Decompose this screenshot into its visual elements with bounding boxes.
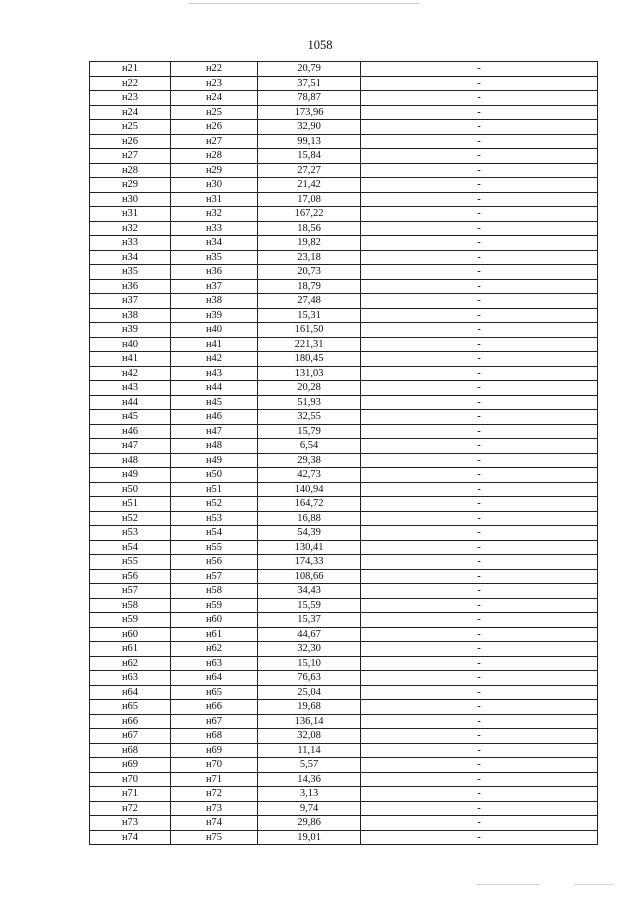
table-row <box>90 236 598 251</box>
length-cell: 3,13 <box>258 787 361 802</box>
note-cell: - <box>361 627 598 642</box>
from-point-cell: н31 <box>90 207 171 222</box>
from-point-cell: н64 <box>90 685 171 700</box>
note-cell: - <box>361 729 598 744</box>
to-point-cell: н38 <box>171 294 258 309</box>
to-point-cell: н30 <box>171 178 258 193</box>
to-point-cell: н41 <box>171 337 258 352</box>
table-row <box>90 424 598 439</box>
length-cell: 17,08 <box>258 192 361 207</box>
note-cell: - <box>361 265 598 280</box>
table-row <box>90 569 598 584</box>
from-point-cell: н30 <box>90 192 171 207</box>
note-cell: - <box>361 236 598 251</box>
from-point-cell: н68 <box>90 743 171 758</box>
from-point-cell: н43 <box>90 381 171 396</box>
note-cell: - <box>361 279 598 294</box>
table-row <box>90 265 598 280</box>
from-point-cell: н24 <box>90 105 171 120</box>
length-cell: 78,87 <box>258 91 361 106</box>
from-point-cell: н44 <box>90 395 171 410</box>
to-point-cell: н59 <box>171 598 258 613</box>
length-cell: 27,48 <box>258 294 361 309</box>
note-cell: - <box>361 468 598 483</box>
table-row <box>90 134 598 149</box>
table-row <box>90 758 598 773</box>
length-cell: 54,39 <box>258 526 361 541</box>
table-row <box>90 221 598 236</box>
note-cell: - <box>361 439 598 454</box>
to-point-cell: н28 <box>171 149 258 164</box>
note-cell: - <box>361 540 598 555</box>
from-point-cell: н57 <box>90 584 171 599</box>
from-point-cell: н37 <box>90 294 171 309</box>
from-point-cell: н32 <box>90 221 171 236</box>
to-point-cell: н69 <box>171 743 258 758</box>
table-row <box>90 511 598 526</box>
table-row <box>90 294 598 309</box>
to-point-cell: н68 <box>171 729 258 744</box>
table-row <box>90 352 598 367</box>
from-point-cell: н73 <box>90 816 171 831</box>
to-point-cell: н54 <box>171 526 258 541</box>
table-row <box>90 366 598 381</box>
length-cell: 131,03 <box>258 366 361 381</box>
note-cell: - <box>361 569 598 584</box>
table-row <box>90 714 598 729</box>
table-row <box>90 91 598 106</box>
table-row <box>90 308 598 323</box>
to-point-cell: н58 <box>171 584 258 599</box>
length-cell: 6,54 <box>258 439 361 454</box>
table-row <box>90 149 598 164</box>
note-cell: - <box>361 830 598 845</box>
note-cell: - <box>361 352 598 367</box>
table-row <box>90 729 598 744</box>
from-point-cell: н39 <box>90 323 171 338</box>
table-row <box>90 540 598 555</box>
to-point-cell: н29 <box>171 163 258 178</box>
length-cell: 180,45 <box>258 352 361 367</box>
length-cell: 42,73 <box>258 468 361 483</box>
note-cell: - <box>361 308 598 323</box>
to-point-cell: н67 <box>171 714 258 729</box>
length-cell: 51,93 <box>258 395 361 410</box>
to-point-cell: н48 <box>171 439 258 454</box>
to-point-cell: н23 <box>171 76 258 91</box>
from-point-cell: н29 <box>90 178 171 193</box>
length-cell: 19,68 <box>258 700 361 715</box>
note-cell: - <box>361 598 598 613</box>
table-row <box>90 163 598 178</box>
note-cell: - <box>361 76 598 91</box>
note-cell: - <box>361 671 598 686</box>
note-cell: - <box>361 207 598 222</box>
length-cell: 16,88 <box>258 511 361 526</box>
length-cell: 221,31 <box>258 337 361 352</box>
from-point-cell: н54 <box>90 540 171 555</box>
from-point-cell: н60 <box>90 627 171 642</box>
length-cell: 37,51 <box>258 76 361 91</box>
to-point-cell: н52 <box>171 497 258 512</box>
length-cell: 15,31 <box>258 308 361 323</box>
length-cell: 136,14 <box>258 714 361 729</box>
note-cell: - <box>361 105 598 120</box>
table-row <box>90 642 598 657</box>
from-point-cell: н35 <box>90 265 171 280</box>
table-row <box>90 207 598 222</box>
to-point-cell: н33 <box>171 221 258 236</box>
note-cell: - <box>361 192 598 207</box>
length-cell: 14,36 <box>258 772 361 787</box>
from-point-cell: н51 <box>90 497 171 512</box>
from-point-cell: н67 <box>90 729 171 744</box>
length-cell: 174,33 <box>258 555 361 570</box>
from-point-cell: н36 <box>90 279 171 294</box>
from-point-cell: н28 <box>90 163 171 178</box>
to-point-cell: н72 <box>171 787 258 802</box>
length-cell: 25,04 <box>258 685 361 700</box>
from-point-cell: н42 <box>90 366 171 381</box>
note-cell: - <box>361 366 598 381</box>
table-row <box>90 192 598 207</box>
to-point-cell: н55 <box>171 540 258 555</box>
from-point-cell: н41 <box>90 352 171 367</box>
from-point-cell: н69 <box>90 758 171 773</box>
note-cell: - <box>361 149 598 164</box>
to-point-cell: н31 <box>171 192 258 207</box>
from-point-cell: н48 <box>90 453 171 468</box>
to-point-cell: н57 <box>171 569 258 584</box>
length-cell: 99,13 <box>258 134 361 149</box>
table-row <box>90 250 598 265</box>
table-row <box>90 816 598 831</box>
note-cell: - <box>361 816 598 831</box>
to-point-cell: н40 <box>171 323 258 338</box>
to-point-cell: н39 <box>171 308 258 323</box>
to-point-cell: н46 <box>171 410 258 425</box>
note-cell: - <box>361 323 598 338</box>
from-point-cell: н23 <box>90 91 171 106</box>
note-cell: - <box>361 743 598 758</box>
to-point-cell: н35 <box>171 250 258 265</box>
to-point-cell: н71 <box>171 772 258 787</box>
from-point-cell: н53 <box>90 526 171 541</box>
table-body <box>90 62 598 845</box>
from-point-cell: н74 <box>90 830 171 845</box>
table-row <box>90 700 598 715</box>
length-cell: 161,50 <box>258 323 361 338</box>
from-point-cell: н65 <box>90 700 171 715</box>
table-row <box>90 453 598 468</box>
to-point-cell: н44 <box>171 381 258 396</box>
from-point-cell: н26 <box>90 134 171 149</box>
length-cell: 29,38 <box>258 453 361 468</box>
to-point-cell: н32 <box>171 207 258 222</box>
length-cell: 15,79 <box>258 424 361 439</box>
table-row <box>90 656 598 671</box>
note-cell: - <box>361 178 598 193</box>
scan-top-rule <box>188 3 420 4</box>
table-row <box>90 685 598 700</box>
to-point-cell: н27 <box>171 134 258 149</box>
table-row <box>90 772 598 787</box>
to-point-cell: н37 <box>171 279 258 294</box>
length-cell: 21,42 <box>258 178 361 193</box>
from-point-cell: н25 <box>90 120 171 135</box>
from-point-cell: н63 <box>90 671 171 686</box>
note-cell: - <box>361 772 598 787</box>
to-point-cell: н74 <box>171 816 258 831</box>
note-cell: - <box>361 250 598 265</box>
length-cell: 19,01 <box>258 830 361 845</box>
note-cell: - <box>361 801 598 816</box>
length-cell: 18,79 <box>258 279 361 294</box>
length-cell: 164,72 <box>258 497 361 512</box>
to-point-cell: н42 <box>171 352 258 367</box>
note-cell: - <box>361 424 598 439</box>
note-cell: - <box>361 120 598 135</box>
from-point-cell: н61 <box>90 642 171 657</box>
to-point-cell: н49 <box>171 453 258 468</box>
length-cell: 167,22 <box>258 207 361 222</box>
table-row <box>90 120 598 135</box>
to-point-cell: н45 <box>171 395 258 410</box>
note-cell: - <box>361 381 598 396</box>
from-point-cell: н71 <box>90 787 171 802</box>
note-cell: - <box>361 511 598 526</box>
page-number: 1058 <box>307 38 333 52</box>
table-row <box>90 627 598 642</box>
from-point-cell: н56 <box>90 569 171 584</box>
table-row <box>90 613 598 628</box>
to-point-cell: н70 <box>171 758 258 773</box>
from-point-cell: н33 <box>90 236 171 251</box>
table-row <box>90 439 598 454</box>
length-cell: 15,84 <box>258 149 361 164</box>
scan-artifact-line <box>476 884 540 885</box>
to-point-cell: н47 <box>171 424 258 439</box>
table-row <box>90 468 598 483</box>
note-cell: - <box>361 91 598 106</box>
length-cell: 108,66 <box>258 569 361 584</box>
to-point-cell: н73 <box>171 801 258 816</box>
length-cell: 15,10 <box>258 656 361 671</box>
to-point-cell: н56 <box>171 555 258 570</box>
length-cell: 29,86 <box>258 816 361 831</box>
note-cell: - <box>361 134 598 149</box>
to-point-cell: н62 <box>171 642 258 657</box>
table-row <box>90 62 598 77</box>
length-cell: 20,73 <box>258 265 361 280</box>
to-point-cell: н75 <box>171 830 258 845</box>
to-point-cell: н51 <box>171 482 258 497</box>
note-cell: - <box>361 642 598 657</box>
to-point-cell: н63 <box>171 656 258 671</box>
to-point-cell: н36 <box>171 265 258 280</box>
note-cell: - <box>361 685 598 700</box>
length-cell: 32,55 <box>258 410 361 425</box>
length-cell: 23,18 <box>258 250 361 265</box>
from-point-cell: н66 <box>90 714 171 729</box>
from-point-cell: н46 <box>90 424 171 439</box>
note-cell: - <box>361 62 598 77</box>
note-cell: - <box>361 395 598 410</box>
from-point-cell: н27 <box>90 149 171 164</box>
length-cell: 20,79 <box>258 62 361 77</box>
from-point-cell: н21 <box>90 62 171 77</box>
length-cell: 32,30 <box>258 642 361 657</box>
note-cell: - <box>361 482 598 497</box>
table-row <box>90 555 598 570</box>
table-row <box>90 482 598 497</box>
scan-artifact-line <box>574 884 614 885</box>
table-row <box>90 105 598 120</box>
length-cell: 140,94 <box>258 482 361 497</box>
to-point-cell: н26 <box>171 120 258 135</box>
table-row <box>90 526 598 541</box>
table-row <box>90 830 598 845</box>
note-cell: - <box>361 787 598 802</box>
note-cell: - <box>361 584 598 599</box>
table-row <box>90 323 598 338</box>
from-point-cell: н47 <box>90 439 171 454</box>
length-cell: 11,14 <box>258 743 361 758</box>
table-row <box>90 801 598 816</box>
from-point-cell: н72 <box>90 801 171 816</box>
length-cell: 27,27 <box>258 163 361 178</box>
length-cell: 76,63 <box>258 671 361 686</box>
table-row <box>90 410 598 425</box>
from-point-cell: н59 <box>90 613 171 628</box>
to-point-cell: н25 <box>171 105 258 120</box>
table-row <box>90 178 598 193</box>
note-cell: - <box>361 714 598 729</box>
to-point-cell: н34 <box>171 236 258 251</box>
from-point-cell: н55 <box>90 555 171 570</box>
from-point-cell: н50 <box>90 482 171 497</box>
length-cell: 18,56 <box>258 221 361 236</box>
table-row <box>90 787 598 802</box>
table-row <box>90 381 598 396</box>
note-cell: - <box>361 656 598 671</box>
note-cell: - <box>361 758 598 773</box>
note-cell: - <box>361 555 598 570</box>
note-cell: - <box>361 163 598 178</box>
to-point-cell: н66 <box>171 700 258 715</box>
table-row <box>90 337 598 352</box>
to-point-cell: н50 <box>171 468 258 483</box>
note-cell: - <box>361 526 598 541</box>
length-cell: 32,90 <box>258 120 361 135</box>
note-cell: - <box>361 453 598 468</box>
from-point-cell: н45 <box>90 410 171 425</box>
table-row <box>90 395 598 410</box>
length-cell: 19,82 <box>258 236 361 251</box>
from-point-cell: н62 <box>90 656 171 671</box>
from-point-cell: н70 <box>90 772 171 787</box>
from-point-cell: н22 <box>90 76 171 91</box>
table-row <box>90 598 598 613</box>
length-cell: 173,96 <box>258 105 361 120</box>
boundary-segments-table <box>89 61 598 845</box>
to-point-cell: н65 <box>171 685 258 700</box>
length-cell: 5,57 <box>258 758 361 773</box>
length-cell: 32,08 <box>258 729 361 744</box>
note-cell: - <box>361 294 598 309</box>
length-cell: 44,67 <box>258 627 361 642</box>
length-cell: 15,59 <box>258 598 361 613</box>
to-point-cell: н22 <box>171 62 258 77</box>
note-cell: - <box>361 221 598 236</box>
to-point-cell: н60 <box>171 613 258 628</box>
from-point-cell: н34 <box>90 250 171 265</box>
note-cell: - <box>361 337 598 352</box>
table-row <box>90 76 598 91</box>
table-row <box>90 279 598 294</box>
from-point-cell: н38 <box>90 308 171 323</box>
table-row <box>90 743 598 758</box>
to-point-cell: н43 <box>171 366 258 381</box>
to-point-cell: н24 <box>171 91 258 106</box>
to-point-cell: н61 <box>171 627 258 642</box>
table-row <box>90 584 598 599</box>
from-point-cell: н40 <box>90 337 171 352</box>
from-point-cell: н49 <box>90 468 171 483</box>
from-point-cell: н58 <box>90 598 171 613</box>
note-cell: - <box>361 497 598 512</box>
length-cell: 15,37 <box>258 613 361 628</box>
length-cell: 20,28 <box>258 381 361 396</box>
note-cell: - <box>361 613 598 628</box>
length-cell: 34,43 <box>258 584 361 599</box>
table-row <box>90 497 598 512</box>
length-cell: 130,41 <box>258 540 361 555</box>
to-point-cell: н64 <box>171 671 258 686</box>
table-row <box>90 671 598 686</box>
note-cell: - <box>361 410 598 425</box>
note-cell: - <box>361 700 598 715</box>
to-point-cell: н53 <box>171 511 258 526</box>
from-point-cell: н52 <box>90 511 171 526</box>
length-cell: 9,74 <box>258 801 361 816</box>
